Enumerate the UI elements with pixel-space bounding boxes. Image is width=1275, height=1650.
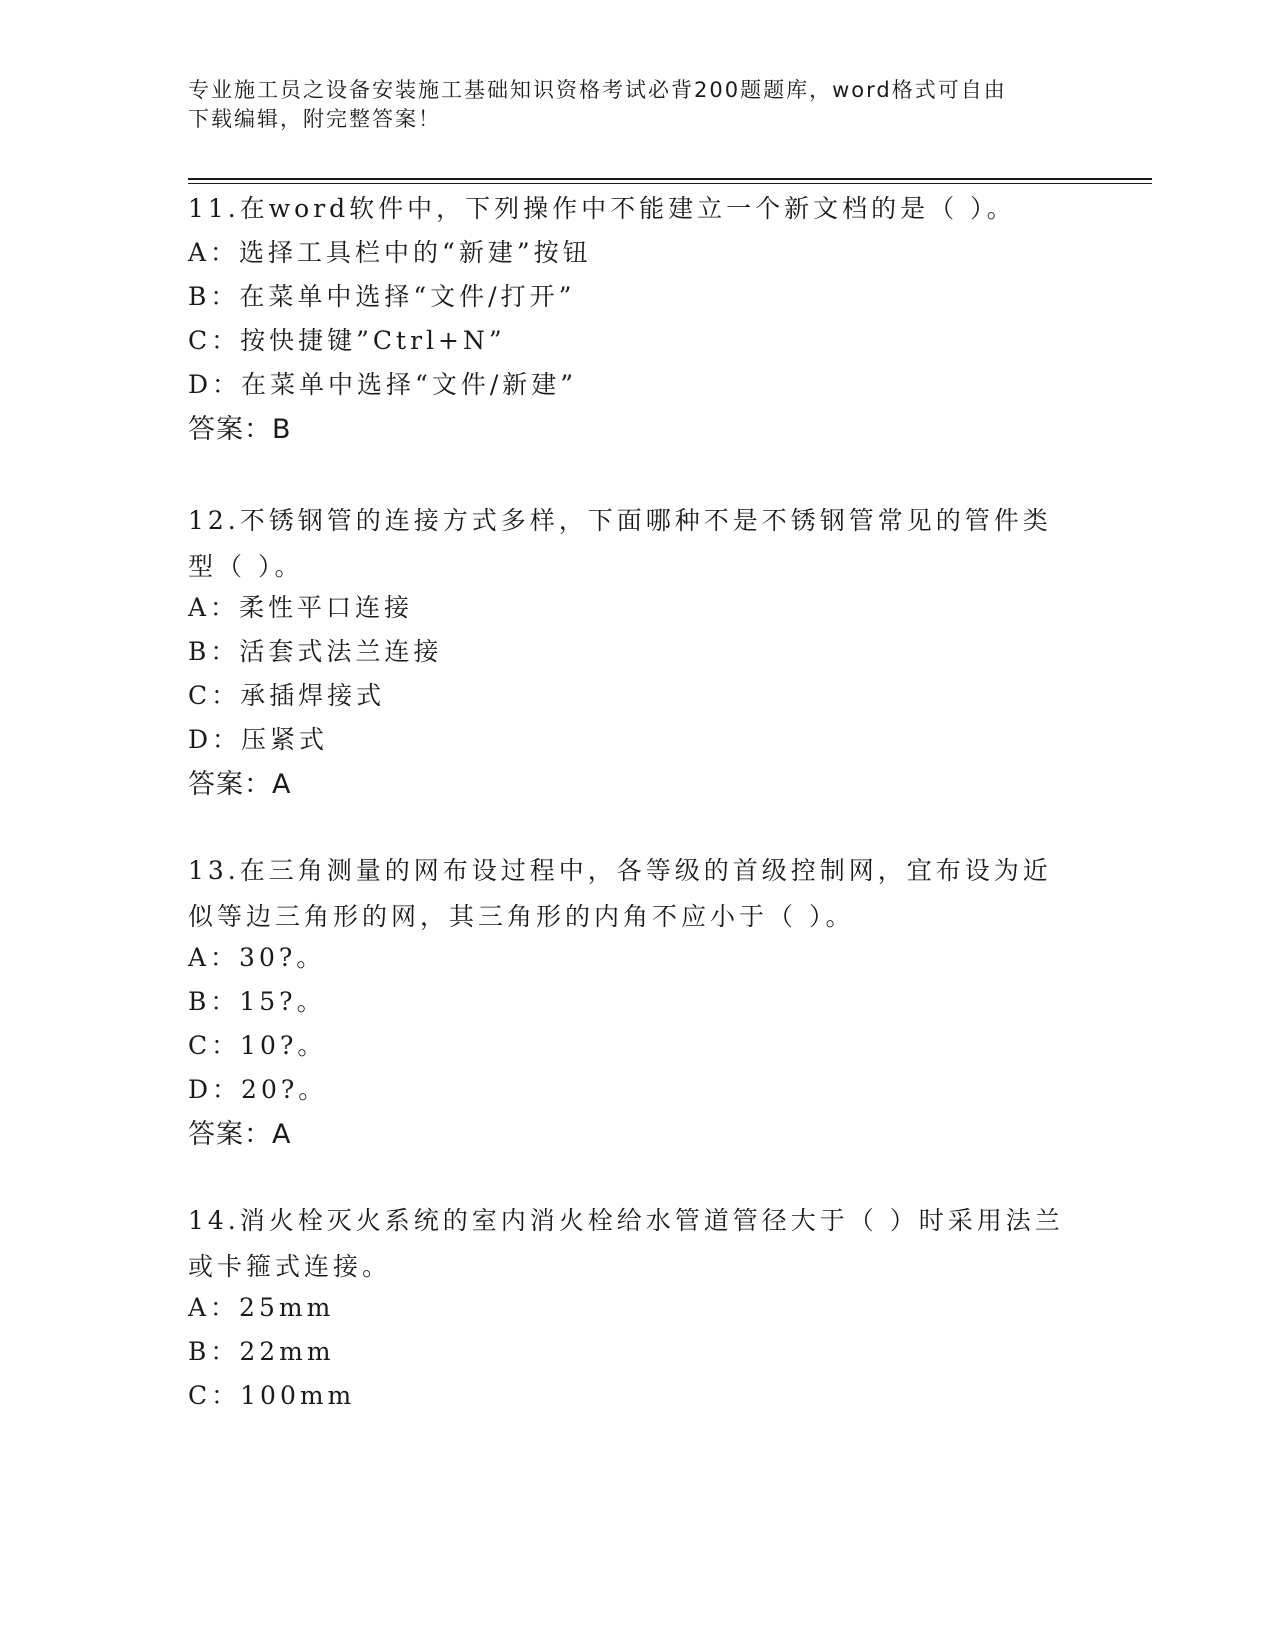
question-12-option-b: B：活套式法兰连接 [188,637,443,666]
question-13-option-b: B：15?。 [188,987,326,1016]
question-12-option-a: A：柔性平口连接 [188,593,414,622]
question-14-option-c: C：100mm [188,1381,356,1410]
question-12-option-d: D：压紧式 [188,725,329,754]
question-13-text: 13.在三角测量的网布设过程中，各等级的首级控制网，宜布设为近似等边三角形的网，其三角形的内角不应小于（ ）。 [188,856,1052,931]
question-13-option-a: A：30?。 [188,943,326,972]
question-12-option-c: C：承插焊接式 [188,681,386,710]
question-13-option-c: C：10?。 [188,1031,327,1060]
header-divider-thick [188,178,1152,180]
question-13-answer: 答案：A [188,1119,292,1150]
question-13-option-d: D：20?。 [188,1075,328,1104]
question-14-text: 14.消火栓灭火系统的室内消火栓给水管道管径大于（ ）时采用法兰或卡箍式连接。 [188,1206,1064,1281]
question-11-option-b: B：在菜单中选择“文件/打开” [188,282,576,311]
question-12-text: 12.不锈钢管的连接方式多样，下面哪种不是不锈钢管常见的管件类型（ ）。 [188,506,1052,581]
header-line-2: 下载编辑，附完整答案！ [188,107,441,131]
question-11-option-d: D：在菜单中选择“文件/新建” [188,370,578,399]
question-14-option-b: B：22mm [188,1337,335,1366]
header-divider-thin [188,183,1152,184]
question-11-option-c: C：按快捷键”Ctrl+N” [188,326,506,355]
question-11-answer: 答案：B [188,414,292,445]
question-14-option-a: A：25mm [188,1293,335,1322]
question-11-option-a: A：选择工具栏中的“新建”按钮 [188,238,592,267]
document-header [188,76,1068,134]
question-11-text: 11.在word软件中，下列操作中不能建立一个新文档的是（ ）。 [188,194,1016,223]
question-12-answer: 答案：A [188,769,292,800]
header-line-1: 专业施工员之设备安装施工基础知识资格考试必背200题题库，word格式可自由 [188,78,1007,102]
